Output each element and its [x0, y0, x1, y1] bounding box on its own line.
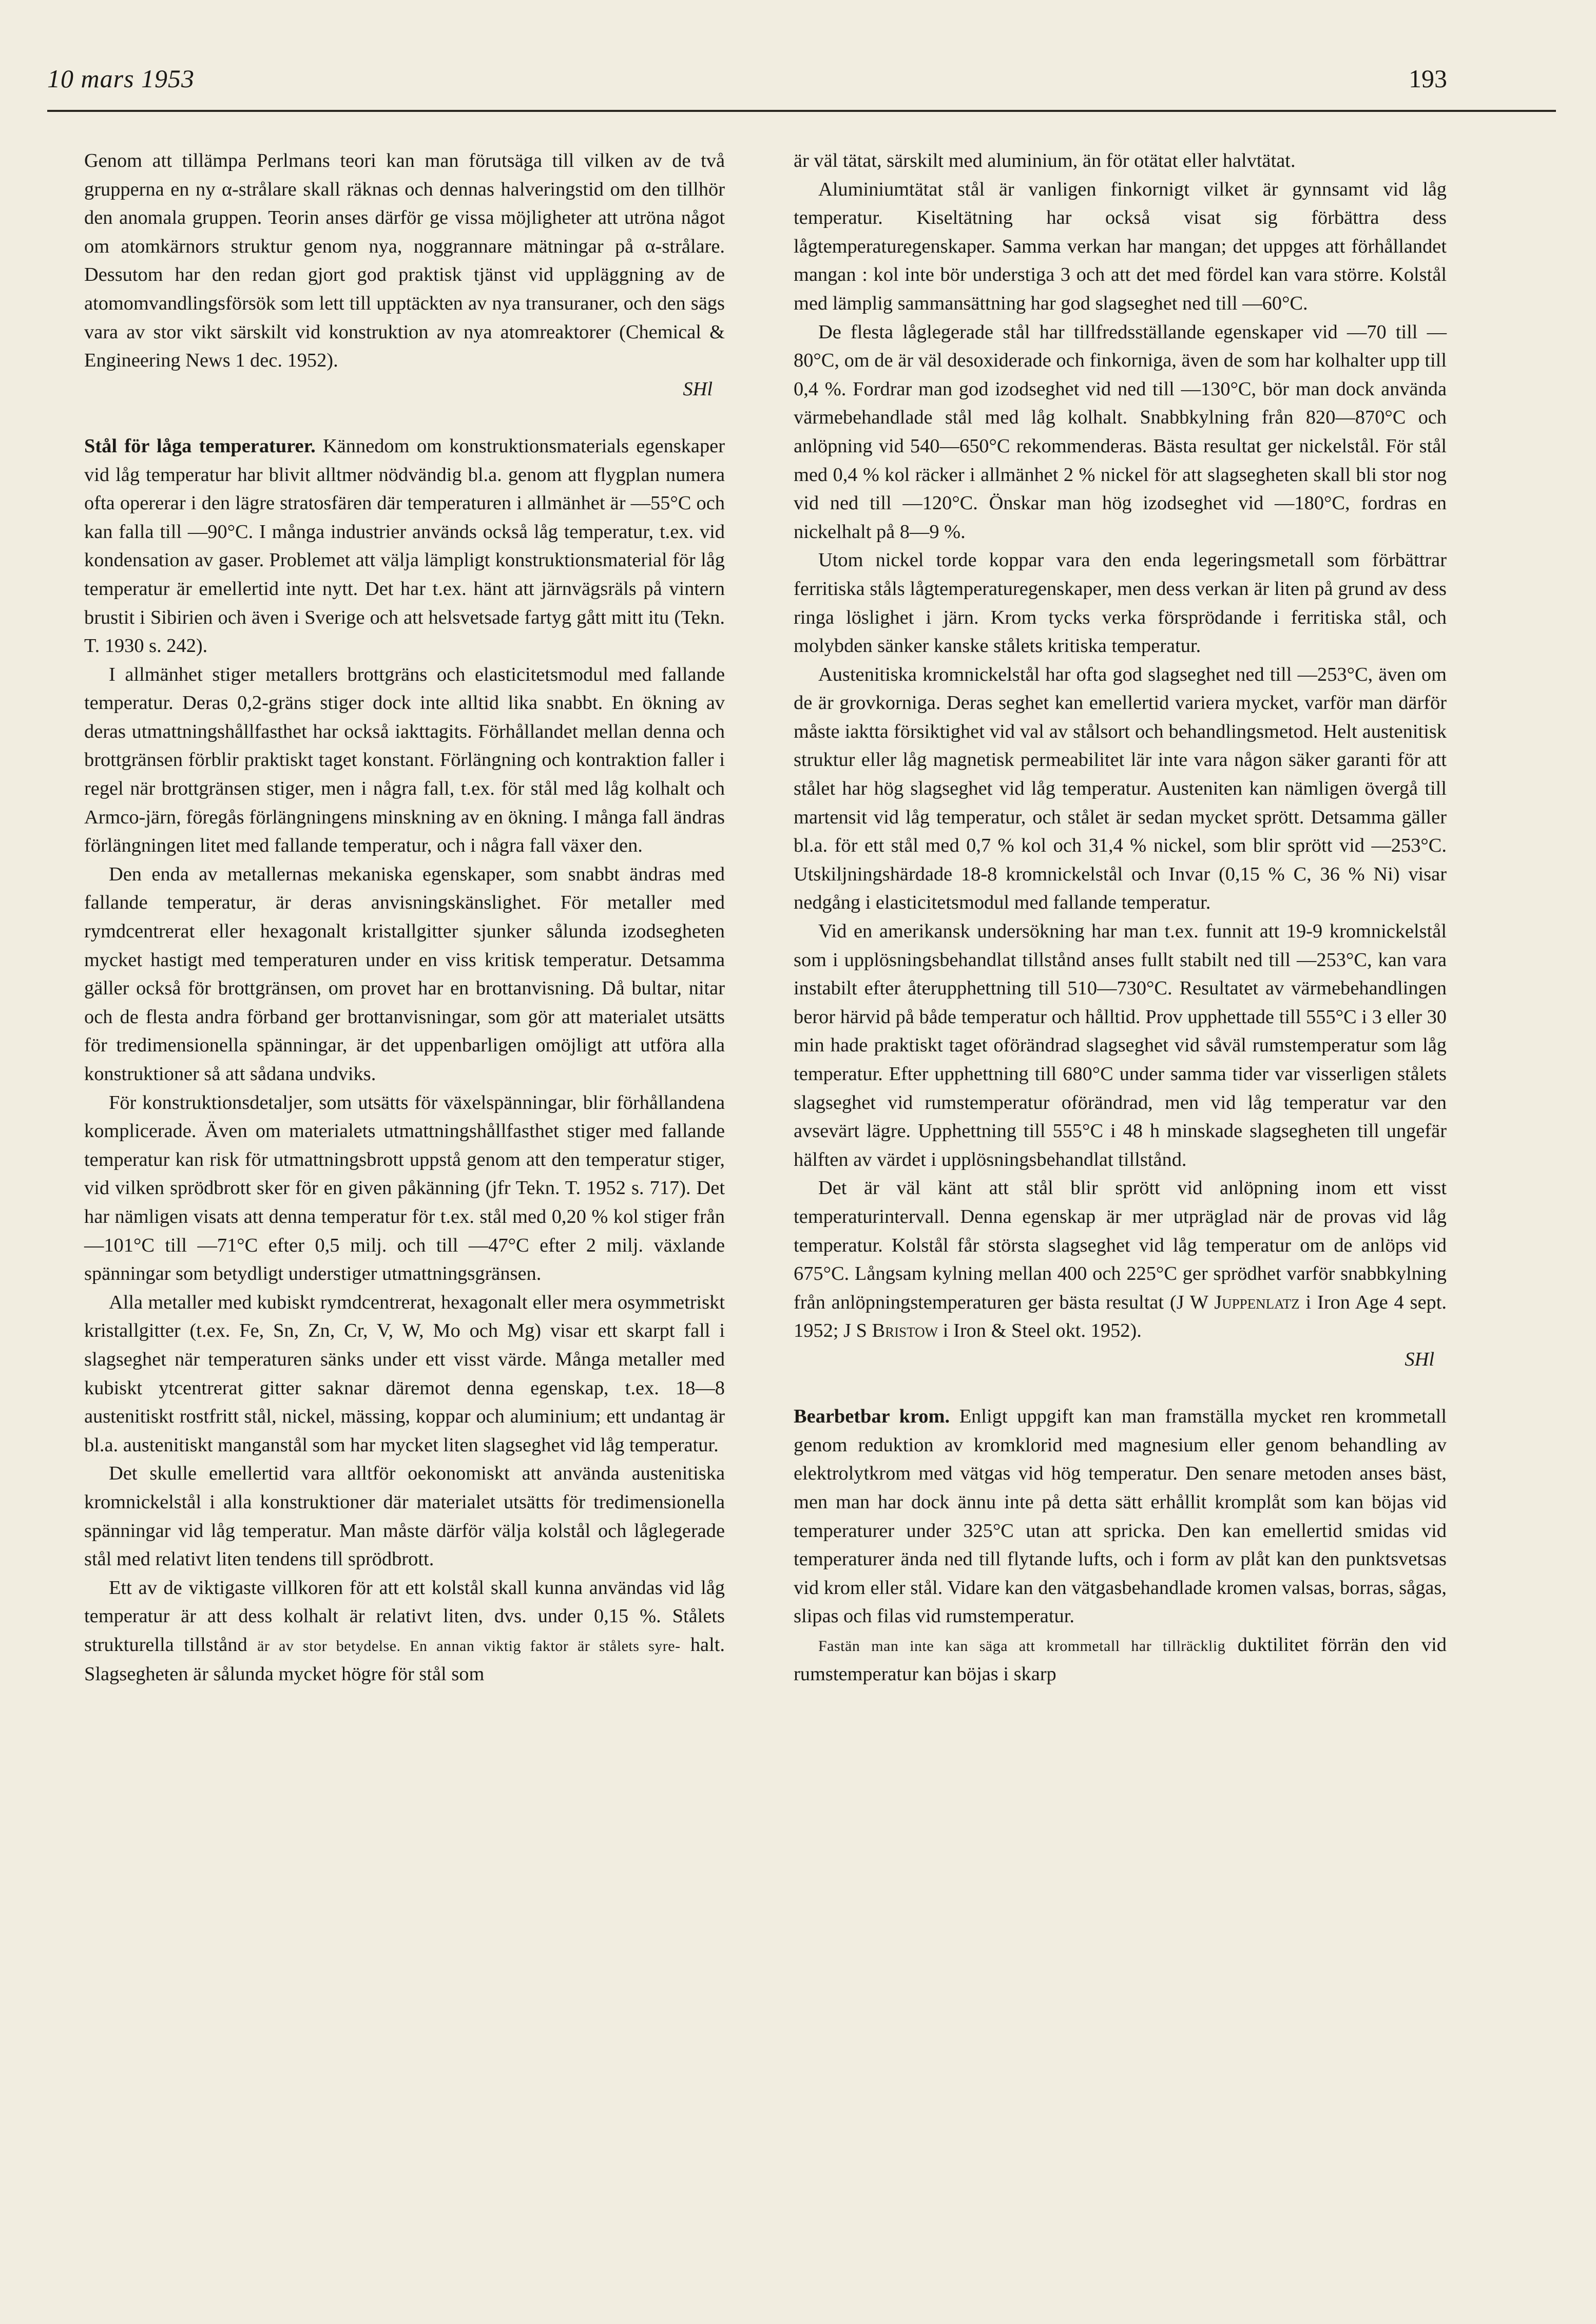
paragraph-text: halt. Slagsegheten är sålunda mycket högre för stål som	[84, 1634, 725, 1685]
article-workable-chromium	[794, 1403, 1447, 1631]
paragraph-continuation: är väl tätat, särskilt med aluminium, än för otätat eller halvtätat.	[794, 150, 1296, 171]
paragraph-crystal-lattice: Alla metaller med kubiskt rymdcentrerat, hexagonalt eller mera osymmetriskt kristallgitter (t.ex. Fe, Sn, Zn, Cr, V, W, Mo och Mg) visar ett skarpt fall i slagseghet när temperaturen sänks under ett visst värde. Många metaller med kubiskt ytcentrerat gitter saknar däremot denna egenskap, t.ex. 18—8 austenitiskt rostfritt stål, nickel, mässing, koppar och aluminium; ett undantag är bl.a. austenitiskt manganstål som har mycket liten slagseghet vid låg temperatur.	[84, 1291, 725, 1456]
paragraph-text: Det är väl känt att stål blir sprött vid anlöpning inom ett visst temperaturintervall. Denna egenskap är mer utpräglad när de provas vid låg temperatur. Kolstål får största slagseghet vid låg temperatur om de anlöps vid 675°C. Långsam kylning mellan 400 och 225°C ger sprödhet varför snabbkylning från anlöpningstemperaturen ger bästa resultat (J W	[794, 1177, 1447, 1313]
author-name: Bristow	[872, 1320, 938, 1342]
paragraph-aluminium-killed: Aluminiumtätat stål är vanligen finkornigt vilket är gynnsamt vid låg temperatur. Kiseltätning har också visat sig förbättra dess lågtemperaturegenskaper. Samma verkan har mangan; det uppges att förhållandet mangan : kol inte bör understiga 3 och att det med fördel kan vara större. Kolstål med lämplig sammansättning har god slagseghet ned till —60°C.	[794, 178, 1447, 314]
article-heading-steel-low-temp: Stål för låga temperaturer.	[84, 435, 316, 457]
issue-date: 10 mars 1953	[47, 64, 195, 93]
paragraph-text: i Iron Age 4 sept. 1952; J S	[794, 1291, 1447, 1342]
page-number: 193	[1409, 64, 1447, 93]
paragraph-text: Ett av de viktigaste villkoren för att ett kolstål skall kunna användas vid låg temperatur är att dess kolhalt är relativt liten, dvs. under 0,15 %. Stålets strukturella tillstånd	[84, 1577, 725, 1656]
paragraph-temper-brittleness	[794, 1174, 1447, 1346]
paragraph-austenitic-economy: Det skulle emellertid vara alltför oekonomiskt att använda austenitiska kromnickelstål i alla konstruktioner där materialet utsätts för tredimensionella spänningar vid låg temperatur. Man måste därför välja kolstål och låglegerade stål med relativt liten tendens till sprödbrott.	[84, 1463, 725, 1570]
paragraph-text: i Iron & Steel okt. 1952).	[943, 1320, 1142, 1342]
paragraph-notch-sensitivity: Den enda av metallernas mekaniska egenskaper, som snabbt ändras med fallande temperatur, är deras anvisningskänslighet. För metaller med rymdcentrerat eller hexagonalt kristallgitter sjunker sålunda izodsegheten mycket hastigt med temperaturen under en viss kritisk temperatur. Detsamma gäller också för brottgränsen, om provet har en brottanvisning. Då bultar, nitar och de flesta andra förband ger brottanvisningar, som gör att materialet utsätts för tredimensionella spänningar, är det uppenbarligen omöjligt att utföra alla konstruktioner så att sådana undviks.	[84, 863, 725, 1085]
paragraph-small-text: är av stor betydelse. En annan viktig faktor är stålets syre-	[257, 1637, 681, 1655]
article-heading-workable-chromium: Bearbetbar krom.	[794, 1406, 950, 1428]
signature-shl: SHl	[1405, 1348, 1434, 1370]
paragraph-text: duktilitet förrän den vid rumstemperatur kan böjas i skarp	[794, 1634, 1447, 1685]
paragraph-carbon-content	[84, 1574, 725, 1689]
right-column	[794, 147, 1447, 1689]
paragraph-austenitic-chromium-nickel: Austenitiska kromnickelstål har ofta god slagseghet ned till —253°C, även om de är grovkorniga. Deras seghet kan emellertid variera mycket, varför man därför måste iaktta försiktighet vid val av stålsort och behandlingsmetod. Helt austenitisk struktur eller låg magnetisk permeabilitet lär inte vara någon säker garanti för att stålet har hög slagseghet vid låg temperatur. Austeniten kan nämligen övergå till martensit vid låg temperatur, och stålet är sedan mycket sprött. Detsamma gäller bl.a. för ett stål med 0,7 % kol och 31,4 % nickel, som blir sprött vid —253°C. Utskiljningshärdade 18-8 kromnickelstål och Invar (0,15 % C, 36 % Ni) visar nedgång i elasticitetsmodul med fallande temperatur.	[794, 663, 1447, 914]
paragraph-text: Enligt uppgift kan man framställa mycket ren krommetall genom reduktion av kromklorid med magnesium eller genom behandling av elektrolytkrom med vätgas vid hög temperatur. Den senare metoden anses bäst, men man har dock ännu inte på detta sätt erhållit kromplåt som kan böjas vid temperaturer under 325°C utan att spricka. Den kan emellertid smidas vid temperaturer ända ned till flytande lufts, och i form av plåt kan den punktsvetsas vid krom eller stål. Vidare kan den vätgasbehandlade kromen valsas, borras, sågas, slipas och filas vid rumstemperatur.	[794, 1406, 1447, 1627]
signature-shl: SHl	[683, 378, 713, 400]
paragraph-american-study: Vid en amerikansk undersökning har man t.ex. funnit att 19-9 kromnickelstål som i upplösningsbehandlat tillstånd anses fullt stabilt ned till —253°C, kan vara instabilt efter återupphettning till 510—730°C. Resultatet av värmebehandlingen beror härvid på både temperatur och hålltid. Prov upphettade till 555°C i 3 eller 30 min hade praktiskt taget oförändrad slagseghet vid såväl rumstemperatur som låg temperatur. Efter upphettning till 680°C under samma tider var visserligen stålets slagseghet vid rumstemperatur oförändrad, men vid låg temperatur var den avsevärt lägre. Upphettning till 555°C i 48 h minskade slagsegheten till ungefär hälften av värdet i upplösningsbehandlat tillstånd.	[794, 920, 1447, 1170]
header-rule	[47, 110, 1556, 112]
paragraph-copper-chromium: Utom nickel torde koppar vara den enda legeringsmetall som förbättrar ferritiska ståls lågtemperaturegenskaper, men dess verkan är liten på grund av dess ringa löslighet i järn. Krom tycks verka försprödande i ferritiska stål, och molybden sänker kanske stålets kritiska temperatur.	[794, 549, 1447, 657]
paragraph-text: Kännedom om konstruktionsmaterials egenskaper vid låg temperatur har blivit alltmer nödvändig bl.a. genom att flygplan numera ofta opererar i den lägre stratosfären där temperaturen i allmänhet är —55°C och kan falla till —90°C. I många industrier används också låg temperatur, t.ex. vid kondensation av gaser. Problemet att välja lämpligt konstruktionsmaterial för låg temperatur är emellertid inte nytt. Det har t.ex. hänt att järnvägsräls på vintern brustit i Sibirien och även i Sverige och att helsvetsade fartyg gått mitt itu (Tekn. T. 1930 s. 242).	[84, 435, 725, 657]
left-column	[84, 147, 725, 1689]
author-name: Juppenlatz	[1214, 1291, 1300, 1313]
paragraph-ductility	[794, 1631, 1447, 1689]
paragraph-breaking-strength: I allmänhet stiger metallers brottgräns och elasticitetsmodul med fallande temperatur. Deras 0,2-gräns stiger dock inte alltid lika snabbt. En ökning av deras utmattningshållfasthet har också iakttagits. Förhållandet mellan denna och brottgränsen förblir praktiskt taget konstant. Förlängning och kontraktion faller i regel när brottgränsen stiger, men i några fall, t.ex. för stål med låg kolhalt och Armco-järn, föregås förlängningens minskning av en ökning. I många fall ändras förlängningen litet med fallande temperatur, och i några fall växer den.	[84, 663, 725, 857]
article-perlman-paragraph: Genom att tillämpa Perlmans teori kan man förutsäga till vilken av de två grupperna en ny α-strålare skall räknas och dennas halveringstid om den tillhör den anomala gruppen. Teorin anses därför ge vissa möjligheter att utröna något om atomkärnors struktur genom nya, noggrannare mätningar på α-strålare. Dessutom har den redan gjort god praktisk tjänst vid uppläggning av de atomomvandlingsförsök som lett till upptäckten av nya transuraner, och den sägs vara av stor vikt särskilt vid konstruktion av nya atomreaktorer (Chemical & Engineering News 1 dec. 1952).	[84, 150, 725, 372]
article-steel-low-temp-intro	[84, 432, 725, 661]
paragraph-low-alloy-steels: De flesta låglegerade stål har tillfredsställande egenskaper vid —70 till —80°C, om de är väl desoxiderade och finkorniga, även de som har kolhalter upp till 0,4 %. Fordrar man god izodseghet vid ned till —130°C, bör man dock använda värmebehandlade stål med låg kolhalt. Snabbkylning från 820—870°C och anlöpning vid 540—650°C rekommenderas. Bästa resultat ger nickelstål. För stål med 0,4 % kol räcker i allmänhet 2 % nickel för att slagsegheten skall bli stor nog vid ned till —120°C. Önskar man hög izodseghet vid —180°C, fordras en nickelhalt på 8—9 %.	[794, 321, 1447, 543]
paragraph-alternating-stress: För konstruktionsdetaljer, som utsätts för växelspänningar, blir förhållandena komplicerade. Även om materialets utmattningshållfasthet stiger med fallande temperatur kan risk för utmattningsbrott uppstå genom att den temperatur stiger, vid vilken sprödbrott sker för en given påkänning (jfr Tekn. T. 1952 s. 717). Det har nämligen visats att denna temperatur för t.ex. stål med 0,20 % kol stiger från —101°C till —71°C efter 0,5 milj. och till —47°C efter 2 milj. växlande spänningar som betydligt understiger utmattningsgränsen.	[84, 1091, 725, 1285]
paragraph-small-text: Fastän man inte kan säga att krommetall har tillräcklig	[818, 1637, 1226, 1655]
